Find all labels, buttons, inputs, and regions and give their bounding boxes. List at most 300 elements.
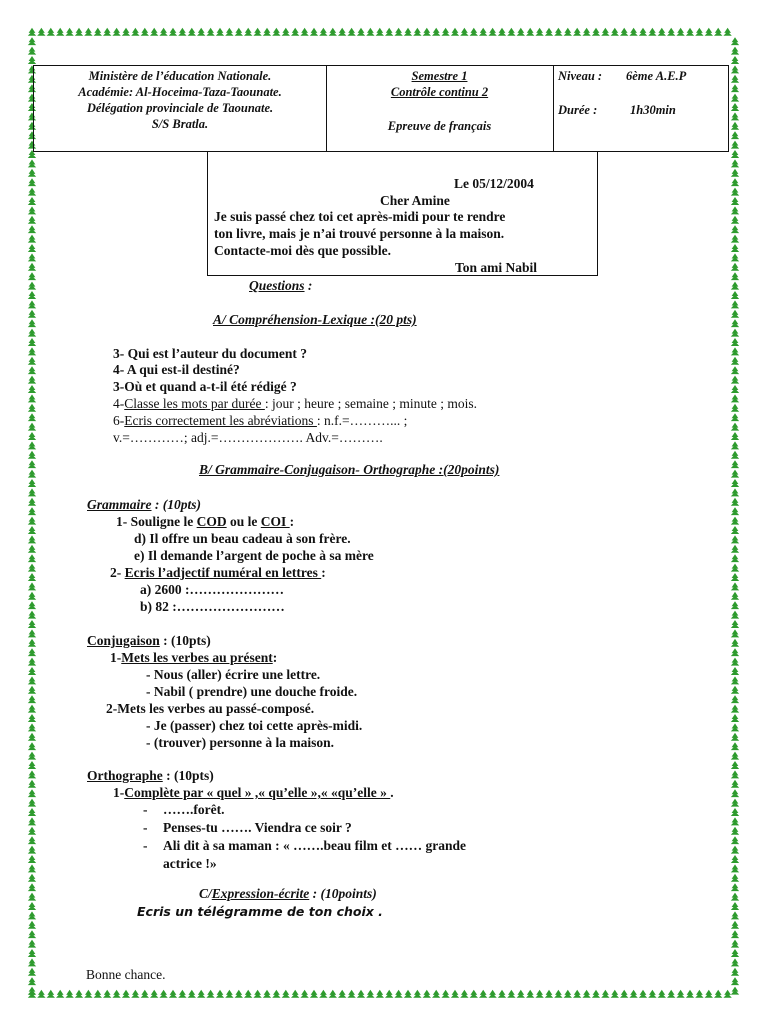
border-tree-icon [28, 564, 36, 572]
border-tree-icon [197, 28, 205, 36]
border-tree-icon [122, 28, 130, 36]
border-tree-icon [28, 940, 36, 948]
border-tree-icon [686, 28, 694, 36]
border-tree-icon [28, 169, 36, 177]
border-tree-icon [28, 714, 36, 722]
border-tree-icon [112, 990, 120, 998]
border-tree-icon [28, 413, 36, 421]
letter-signature: Ton ami Nabil [455, 260, 538, 275]
border-tree-icon [731, 263, 739, 271]
border-tree-icon [28, 930, 36, 938]
border-tree-icon [28, 235, 36, 243]
border-tree-icon [731, 65, 739, 73]
border-tree-icon [28, 968, 36, 976]
border-tree-icon [731, 37, 739, 45]
orthographe-dash-c: - [143, 838, 148, 853]
border-tree-icon [75, 28, 83, 36]
border-tree-icon [122, 990, 130, 998]
conjugaison-q1-a: - Nous (aller) écrire une lettre. [146, 667, 321, 682]
border-tree-icon [731, 131, 739, 139]
border-tree-icon [28, 686, 36, 694]
academy-label: Académie: Al-Hoceima-Taza-Taounate. [78, 85, 282, 99]
border-tree-icon [731, 836, 739, 844]
border-tree-icon [56, 28, 64, 36]
conjugaison-q1-b: - Nabil ( prendre) une douche froide. [146, 684, 358, 699]
orthographe-q1: 1-Complète par « quel » ,« qu’elle »,« «qu’elle » . [113, 785, 394, 800]
conjugaison-title: Conjugaison : (10pts) [87, 633, 211, 648]
question-6-line-2: v.=…………; adj.=………………. Adv.=………. [113, 430, 383, 445]
border-tree-icon [253, 28, 261, 36]
border-tree-icon [731, 545, 739, 553]
question-6: 6-Ecris correctement les abréviations : n.f.=………... ; [113, 413, 408, 428]
border-tree-icon [28, 874, 36, 882]
letter-line-2: ton livre, mais je n’ai trouvé personne à la maison. [214, 226, 505, 241]
border-tree-icon [731, 460, 739, 468]
border-tree-icon [423, 28, 431, 36]
border-tree-icon [385, 28, 393, 36]
border-tree-icon [94, 990, 102, 998]
border-tree-icon [731, 56, 739, 64]
border-tree-icon [441, 28, 449, 36]
letter-greeting: Cher Amine [380, 193, 450, 208]
border-tree-icon [28, 535, 36, 543]
border-tree-icon [169, 28, 177, 36]
border-tree-icon [28, 958, 36, 966]
border-tree-icon [28, 329, 36, 337]
border-tree-icon [28, 225, 36, 233]
border-tree-icon [731, 366, 739, 374]
border-tree-icon [169, 990, 177, 998]
border-tree-icon [150, 28, 158, 36]
border-tree-icon [338, 28, 346, 36]
border-tree-icon [731, 338, 739, 346]
border-tree-icon [498, 28, 506, 36]
border-tree-icon [225, 990, 233, 998]
border-tree-icon [28, 188, 36, 196]
border-tree-icon [582, 990, 590, 998]
border-tree-icon [564, 28, 572, 36]
border-tree-icon [28, 338, 36, 346]
border-tree-icon [131, 990, 139, 998]
border-tree-icon [582, 28, 590, 36]
border-tree-icon [28, 394, 36, 402]
border-tree-icon [507, 28, 515, 36]
delegation-label: Délégation provinciale de Taounate. [86, 101, 274, 115]
border-tree-icon [731, 470, 739, 478]
border-tree-icon [479, 28, 487, 36]
border-tree-icon [28, 282, 36, 290]
border-tree-icon [131, 28, 139, 36]
border-tree-icon [28, 582, 36, 590]
border-tree-icon [731, 103, 739, 111]
level-value: 6ème A.E.P [626, 69, 687, 83]
border-tree-icon [282, 990, 290, 998]
border-tree-icon [28, 827, 36, 835]
border-tree-icon [526, 990, 534, 998]
border-tree-icon [731, 47, 739, 55]
border-tree-icon [225, 28, 233, 36]
border-tree-icon [150, 990, 158, 998]
border-tree-icon [28, 300, 36, 308]
border-tree-icon [731, 911, 739, 919]
border-tree-icon [731, 676, 739, 684]
border-tree-icon [731, 75, 739, 83]
border-tree-icon [413, 28, 421, 36]
border-tree-icon [263, 28, 271, 36]
border-tree-icon [611, 990, 619, 998]
border-tree-icon [731, 225, 739, 233]
border-tree-icon [667, 28, 675, 36]
border-tree-icon [731, 977, 739, 985]
border-tree-icon [159, 990, 167, 998]
border-tree-icon [28, 517, 36, 525]
border-tree-icon [731, 742, 739, 750]
border-tree-icon [28, 423, 36, 431]
border-tree-icon [554, 990, 562, 998]
border-tree-icon [731, 423, 739, 431]
border-tree-icon [731, 451, 739, 459]
border-tree-icon [28, 366, 36, 374]
border-tree-icon [28, 47, 36, 55]
border-tree-icon [84, 28, 92, 36]
border-tree-icon [28, 573, 36, 581]
border-tree-icon [731, 958, 739, 966]
grammaire-q2: 2- Ecris l’adjectif numéral en lettres : [110, 565, 326, 580]
border-tree-icon [423, 990, 431, 998]
border-tree-icon [731, 517, 739, 525]
border-tree-icon [731, 432, 739, 440]
border-tree-icon [28, 629, 36, 637]
border-tree-icon [731, 244, 739, 252]
ministry-label: Ministère de l’éducation Nationale. [88, 69, 272, 83]
border-tree-icon [47, 28, 55, 36]
letter-line-3: Contacte-moi dès que possible. [214, 243, 392, 258]
border-tree-icon [731, 394, 739, 402]
border-tree-icon [723, 28, 731, 36]
border-tree-icon [28, 987, 36, 995]
border-tree-icon [28, 460, 36, 468]
border-tree-icon [731, 507, 739, 515]
border-tree-icon [206, 990, 214, 998]
border-tree-icon [731, 714, 739, 722]
border-tree-icon [731, 902, 739, 910]
border-tree-icon [159, 28, 167, 36]
border-tree-icon [300, 28, 308, 36]
border-tree-icon [470, 990, 478, 998]
border-tree-icon [28, 658, 36, 666]
border-tree-icon [28, 808, 36, 816]
border-tree-icon [84, 990, 92, 998]
border-tree-icon [216, 990, 224, 998]
border-tree-icon [731, 686, 739, 694]
border-tree-icon [28, 742, 36, 750]
border-tree-icon [75, 990, 83, 998]
border-tree-icon [28, 479, 36, 487]
border-tree-icon [705, 990, 713, 998]
border-tree-icon [731, 893, 739, 901]
border-tree-icon [731, 488, 739, 496]
border-tree-icon [731, 864, 739, 872]
border-tree-icon [620, 990, 628, 998]
letter-line-1: Je suis passé chez toi cet après-midi pour te rendre [214, 209, 506, 224]
border-tree-icon [291, 28, 299, 36]
border-tree-icon [432, 28, 440, 36]
border-tree-icon [188, 28, 196, 36]
orthographe-q1-c-line-2: actrice !» [163, 856, 217, 871]
border-tree-icon [28, 385, 36, 393]
border-tree-icon [731, 611, 739, 619]
border-tree-icon [28, 216, 36, 224]
border-tree-icon [28, 752, 36, 760]
border-tree-icon [28, 263, 36, 271]
border-tree-icon [28, 893, 36, 901]
border-tree-icon [28, 611, 36, 619]
border-tree-icon [28, 253, 36, 261]
border-tree-icon [385, 990, 393, 998]
border-tree-icon [731, 479, 739, 487]
orthographe-title: Orthographe : (10pts) [87, 768, 214, 783]
grammaire-title: Grammaire : (10pts) [87, 497, 202, 512]
border-tree-icon [731, 554, 739, 562]
conjugaison-q2-a: - Je (passer) chez toi cette après-midi. [146, 718, 363, 733]
border-tree-icon [731, 780, 739, 788]
border-tree-icon [731, 667, 739, 675]
orthographe-q1-b: Penses-tu ……. Viendra ce soir ? [163, 820, 352, 835]
border-tree-icon [731, 582, 739, 590]
border-tree-icon [432, 990, 440, 998]
border-tree-icon [731, 376, 739, 384]
border-tree-icon [28, 197, 36, 205]
border-tree-icon [28, 347, 36, 355]
border-tree-icon [282, 28, 290, 36]
border-tree-icon [28, 733, 36, 741]
border-tree-icon [507, 990, 515, 998]
border-tree-icon [272, 990, 280, 998]
border-tree-icon [731, 282, 739, 290]
border-tree-icon [300, 990, 308, 998]
border-tree-icon [357, 990, 365, 998]
border-tree-icon [731, 808, 739, 816]
border-tree-icon [479, 990, 487, 998]
border-tree-icon [28, 695, 36, 703]
border-tree-icon [216, 28, 224, 36]
border-tree-icon [731, 968, 739, 976]
questions-title: Questions : [249, 278, 313, 293]
border-tree-icon [366, 990, 374, 998]
border-tree-icon [28, 554, 36, 562]
border-tree-icon [629, 990, 637, 998]
border-tree-icon [28, 507, 36, 515]
border-tree-icon [441, 990, 449, 998]
border-tree-icon [47, 990, 55, 998]
border-tree-icon [291, 990, 299, 998]
border-tree-icon [206, 28, 214, 36]
border-tree-icon [705, 28, 713, 36]
border-tree-icon [611, 28, 619, 36]
border-tree-icon [404, 990, 412, 998]
border-tree-icon [28, 817, 36, 825]
border-tree-icon [573, 990, 581, 998]
border-tree-icon [535, 990, 543, 998]
border-tree-icon [731, 930, 739, 938]
border-tree-icon [329, 28, 337, 36]
border-tree-icon [141, 28, 149, 36]
border-tree-icon [310, 28, 318, 36]
border-tree-icon [178, 28, 186, 36]
border-tree-icon [28, 836, 36, 844]
border-tree-icon [319, 28, 327, 36]
border-tree-icon [648, 28, 656, 36]
border-tree-icon [731, 357, 739, 365]
border-tree-icon [648, 990, 656, 998]
orthographe-dash-a: - [143, 802, 148, 817]
border-tree-icon [28, 639, 36, 647]
grammaire-q2-b: b) 82 :…………………… [140, 599, 285, 614]
border-tree-icon [103, 990, 111, 998]
border-tree-icon [731, 272, 739, 280]
border-tree-icon [714, 28, 722, 36]
conjugaison-q2-b: - (trouver) personne à la maison. [146, 735, 334, 750]
border-tree-icon [28, 799, 36, 807]
school-label: S/S Bratla. [151, 117, 209, 131]
border-tree-icon [347, 28, 355, 36]
section-b-title: B/ Grammaire-Conjugaison- Orthographe :(20points) [199, 462, 500, 477]
question-3: 3- Qui est l’auteur du document ? [113, 346, 308, 361]
border-tree-icon [731, 987, 739, 995]
border-tree-icon [676, 28, 684, 36]
conjugaison-q1: 1-Mets les verbes au présent: [110, 650, 278, 665]
border-tree-icon [56, 990, 64, 998]
border-tree-icon [28, 949, 36, 957]
border-tree-icon [263, 990, 271, 998]
border-tree-icon [28, 705, 36, 713]
border-tree-icon [28, 178, 36, 186]
orthographe-q1-a: …….forêt. [163, 802, 225, 817]
border-tree-icon [731, 159, 739, 167]
border-tree-icon [526, 28, 534, 36]
border-tree-icon [731, 291, 739, 299]
grammaire-q2-a: a) 2600 :………………… [140, 582, 284, 597]
border-tree-icon [376, 990, 384, 998]
border-tree-icon [731, 752, 739, 760]
border-tree-icon [28, 159, 36, 167]
border-tree-icon [723, 990, 731, 998]
border-tree-icon [28, 272, 36, 280]
border-tree-icon [28, 789, 36, 797]
border-tree-icon [658, 28, 666, 36]
border-tree-icon [629, 28, 637, 36]
border-tree-icon [319, 990, 327, 998]
border-tree-icon [94, 28, 102, 36]
grammaire-q1: 1- Souligne le COD ou le COI : [116, 514, 295, 529]
border-tree-icon [28, 28, 36, 36]
border-tree-icon [28, 770, 36, 778]
border-tree-icon [272, 28, 280, 36]
border-tree-icon [498, 990, 506, 998]
border-tree-icon [695, 990, 703, 998]
border-tree-icon [28, 310, 36, 318]
header-table [33, 65, 729, 152]
section-c-instruction: Ecris un télégramme de ton choix . [137, 904, 383, 919]
border-tree-icon [28, 977, 36, 985]
border-tree-icon [28, 56, 36, 64]
border-tree-icon [28, 244, 36, 252]
border-tree-icon [731, 573, 739, 581]
border-tree-icon [329, 990, 337, 998]
border-tree-icon [731, 329, 739, 337]
border-tree-icon [731, 319, 739, 327]
border-tree-icon [731, 883, 739, 891]
border-tree-icon [731, 498, 739, 506]
border-tree-icon [639, 28, 647, 36]
border-tree-icon [28, 376, 36, 384]
border-tree-icon [731, 639, 739, 647]
control-label: Contrôle continu 2 [390, 85, 489, 99]
border-tree-icon [451, 28, 459, 36]
closing-text: Bonne chance. [86, 967, 166, 982]
border-tree-icon [28, 451, 36, 459]
border-tree-icon [28, 846, 36, 854]
border-tree-icon [28, 883, 36, 891]
border-tree-icon [28, 470, 36, 478]
border-tree-icon [197, 990, 205, 998]
border-tree-icon [731, 206, 739, 214]
orthographe-dash-b: - [143, 820, 148, 835]
border-tree-icon [731, 385, 739, 393]
border-tree-icon [28, 620, 36, 628]
border-tree-icon [601, 28, 609, 36]
border-tree-icon [488, 990, 496, 998]
border-tree-icon [731, 404, 739, 412]
border-tree-icon [731, 648, 739, 656]
border-tree-icon [28, 319, 36, 327]
border-tree-icon [731, 169, 739, 177]
question-4: 4- A qui est-il destiné? [113, 362, 240, 377]
border-tree-icon [731, 855, 739, 863]
question-4b: 4-Classe les mots par durée : jour ; heure ; semaine ; minute ; mois. [113, 396, 478, 411]
border-tree-icon [731, 535, 739, 543]
border-tree-icon [731, 300, 739, 308]
border-tree-icon [460, 28, 468, 36]
border-tree-icon [28, 291, 36, 299]
border-tree-icon [413, 990, 421, 998]
conjugaison-q2: 2-Mets les verbes au passé-composé. [106, 701, 315, 716]
border-tree-icon [244, 990, 252, 998]
border-tree-icon [731, 761, 739, 769]
border-tree-icon [394, 28, 402, 36]
border-tree-icon [620, 28, 628, 36]
border-tree-icon [244, 28, 252, 36]
border-tree-icon [658, 990, 666, 998]
border-tree-icon [731, 141, 739, 149]
border-tree-icon [573, 28, 581, 36]
level-label: Niveau : [558, 69, 603, 83]
border-tree-icon [731, 949, 739, 957]
border-tree-icon [731, 150, 739, 158]
border-tree-icon [731, 253, 739, 261]
border-tree-icon [731, 441, 739, 449]
border-tree-icon [731, 817, 739, 825]
border-tree-icon [28, 648, 36, 656]
border-tree-icon [731, 733, 739, 741]
border-tree-icon [235, 28, 243, 36]
orthographe-q1-c: Ali dit à sa maman : « …….beau film et …… grande [163, 838, 466, 853]
border-tree-icon [28, 601, 36, 609]
border-tree-icon [731, 789, 739, 797]
border-tree-icon [639, 990, 647, 998]
border-tree-icon [460, 990, 468, 998]
border-tree-icon [731, 874, 739, 882]
